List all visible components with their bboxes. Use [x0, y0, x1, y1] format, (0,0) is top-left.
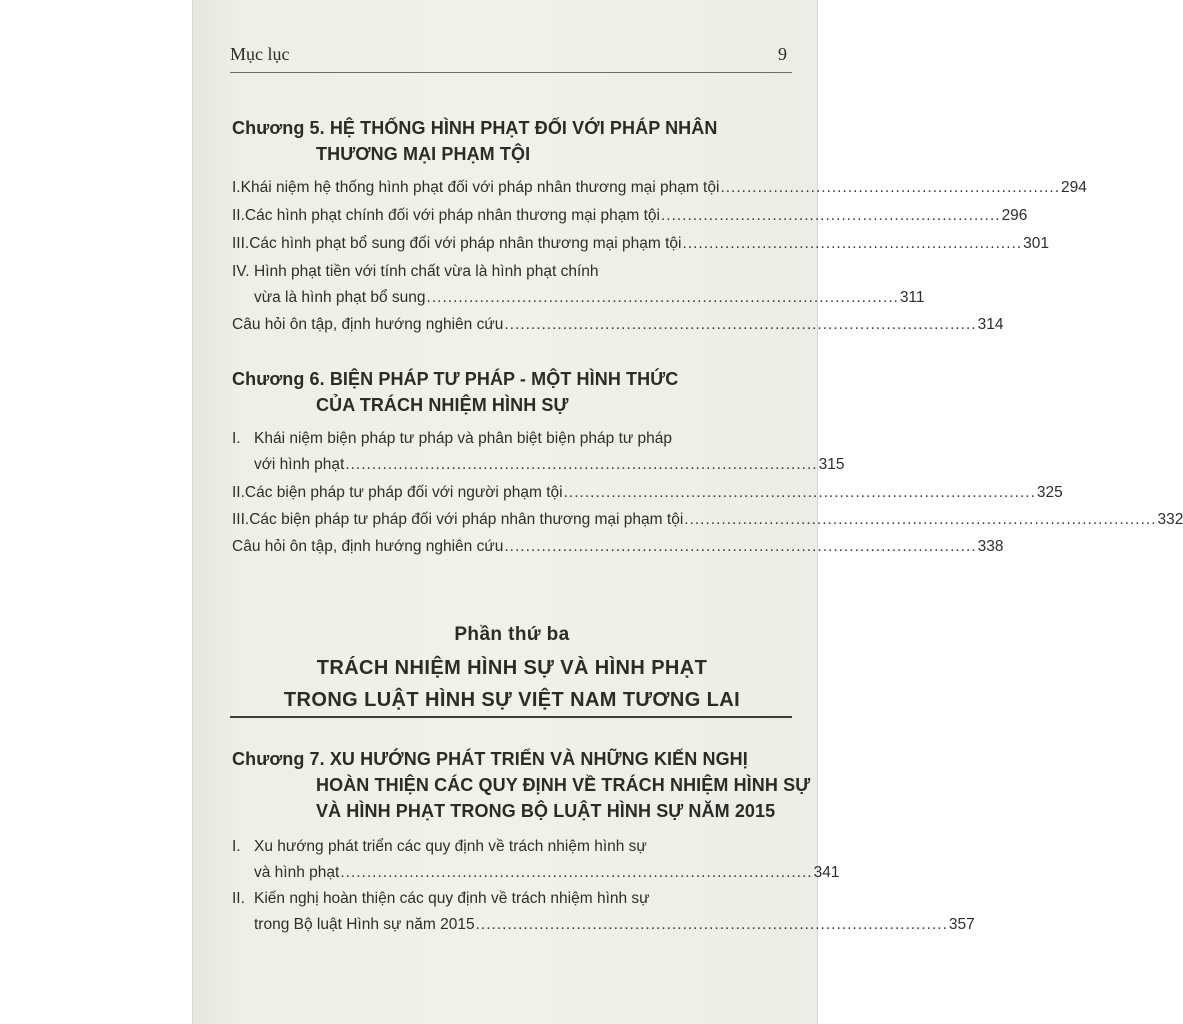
- entry-number: II.: [232, 890, 245, 907]
- toc-entry[interactable]: Câu hỏi ôn tập, định hướng nghiên cứu ......................................................................................... 314: [232, 312, 792, 338]
- part-title-line2: TRONG LUẬT HÌNH SỰ VIỆT NAM TƯƠNG LAI: [283, 689, 741, 711]
- entry-text-continued: trong Bộ luật Hình sự năm 2015: [254, 916, 475, 933]
- toc-entry[interactable]: II. Kiến nghị hoàn thiện các quy định về trách nhiệm hình sự trong Bộ luật Hình sự năm 2015 ......................................................................................... 357: [232, 886, 792, 938]
- entry-text: Các hình phạt chính đối với pháp nhân thương mại phạm tội: [244, 207, 660, 224]
- chapter-6-title-line2: CỦA TRÁCH NHIỆM HÌNH SỰ: [316, 395, 569, 415]
- entry-page: 314: [977, 316, 1004, 333]
- running-header-title: Mục lục: [230, 44, 290, 64]
- chapter-7-title-line3: VÀ HÌNH PHẠT TRONG BỘ LUẬT HÌNH SỰ NĂM 2015: [316, 801, 776, 821]
- entry-number: I.: [232, 838, 241, 855]
- part-label: Phần thứ ba: [454, 624, 570, 645]
- chapter-5-title-line1: Chương 5. HỆ THỐNG HÌNH PHẠT ĐỐI VỚI PHÁP NHÂN: [232, 118, 718, 138]
- entry-page: 332: [1157, 511, 1183, 528]
- entry-number: I.: [232, 430, 241, 447]
- toc-entry[interactable]: I. Khái niệm biện pháp tư pháp và phân biệt biện pháp tư pháp với hình phạt ......................................................................................... 315: [232, 426, 792, 478]
- entry-text: Câu hỏi ôn tập, định hướng nghiên cứu: [232, 538, 504, 555]
- entry-number: III.: [232, 511, 250, 528]
- entry-number: I.: [232, 179, 241, 196]
- entry-text: Hình phạt tiền với tính chất vừa là hình phạt chính: [254, 263, 599, 280]
- entry-number: III.: [232, 235, 250, 252]
- entry-text: Các biện pháp tư pháp đối với người phạm tội: [244, 484, 563, 501]
- entry-text-continued: với hình phạt: [254, 456, 345, 473]
- entry-page: 311: [899, 289, 925, 306]
- toc-entry[interactable]: III. Các hình phạt bổ sung đối với pháp nhân thương mại phạm tội ................................................................ 301: [232, 231, 792, 257]
- entry-number: II.: [232, 484, 245, 501]
- entry-page: 325: [1036, 484, 1063, 501]
- chapter-6-title-line1: Chương 6. BIỆN PHÁP TƯ PHÁP - MỘT HÌNH THỨC: [232, 369, 679, 389]
- entry-text: Kiến nghị hoàn thiện các quy định về trách nhiệm hình sự: [254, 890, 650, 907]
- entry-text: Xu hướng phát triển các quy định về trách nhiệm hình sự: [254, 838, 647, 855]
- entry-text: Câu hỏi ôn tập, định hướng nghiên cứu: [232, 316, 504, 333]
- part-divider: [230, 716, 792, 718]
- entry-text-continued: và hình phạt: [254, 864, 340, 881]
- entry-page: 341: [813, 864, 840, 881]
- chapter-5-title-line2: THƯƠNG MẠI PHẠM TỘI: [316, 144, 531, 164]
- chapter-7-heading: [232, 746, 810, 824]
- toc-entry[interactable]: IV. Hình phạt tiền với tính chất vừa là hình phạt chính vừa là hình phạt bổ sung ......................................................................................... 311: [232, 259, 792, 311]
- entry-text: Khái niệm biện pháp tư pháp và phân biệt biện pháp tư pháp: [254, 430, 673, 447]
- toc-entry[interactable]: I. Xu hướng phát triển các quy định về trách nhiệm hình sự và hình phạt ......................................................................................... 341: [232, 834, 792, 886]
- part-title-line1: TRÁCH NHIỆM HÌNH SỰ VÀ HÌNH PHẠT: [316, 657, 708, 679]
- toc-entry[interactable]: II. Các hình phạt chính đối với pháp nhân thương mại phạm tội ................................................................ 296: [232, 203, 792, 229]
- toc-entry[interactable]: II. Các biện pháp tư pháp đối với người phạm tội ......................................................................................... 325: [232, 480, 792, 506]
- page-number: 9: [778, 44, 787, 64]
- entry-number: II.: [232, 207, 245, 224]
- entry-number: IV.: [232, 263, 250, 280]
- entry-page: 294: [1061, 179, 1087, 196]
- chapter-7-title-line2: HOÀN THIỆN CÁC QUY ĐỊNH VỀ TRÁCH NHIỆM HÌNH SỰ: [316, 775, 811, 795]
- entry-page: 315: [818, 456, 845, 473]
- entry-text: Các hình phạt bổ sung đối với pháp nhân thương mại phạm tội: [249, 235, 682, 252]
- entry-page: 338: [977, 538, 1004, 555]
- entry-text-continued: vừa là hình phạt bổ sung: [254, 289, 426, 306]
- chapter-7-title-line1: Chương 7. XU HƯỚNG PHÁT TRIỂN VÀ NHỮNG KIẾN NGHỊ: [232, 749, 748, 769]
- header-divider: [230, 72, 792, 73]
- entry-page: 301: [1023, 235, 1049, 252]
- entry-page: 357: [948, 916, 975, 933]
- entry-text: Khái niệm hệ thống hình phạt đối với pháp nhân thương mại phạm tội: [240, 179, 720, 196]
- entry-text: Các biện pháp tư pháp đối với pháp nhân thương mại phạm tội: [249, 511, 684, 528]
- entry-page: 296: [1001, 207, 1028, 224]
- toc-entry[interactable]: I. Khái niệm hệ thống hình phạt đối với pháp nhân thương mại phạm tội ................................................................ 294: [232, 175, 792, 201]
- chapter-5-heading: [232, 115, 717, 167]
- toc-entry[interactable]: III. Các biện pháp tư pháp đối với pháp nhân thương mại phạm tội ......................................................................................... 332: [232, 507, 792, 533]
- chapter-6-heading: [232, 366, 678, 418]
- toc-entry[interactable]: Câu hỏi ôn tập, định hướng nghiên cứu ......................................................................................... 338: [232, 534, 792, 560]
